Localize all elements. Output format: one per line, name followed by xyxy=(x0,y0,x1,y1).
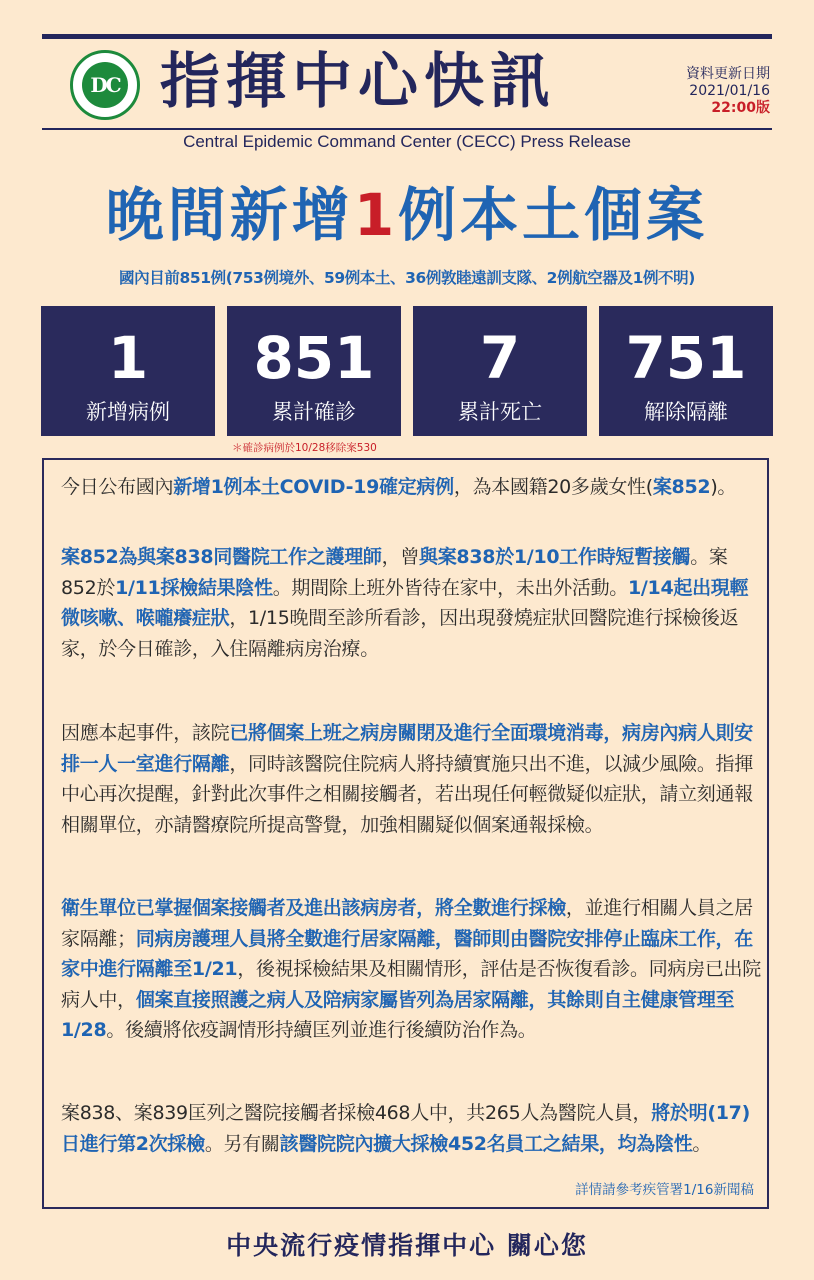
highlight-text: 1/14起出現輕微咳嗽、喉嚨癢症狀 xyxy=(61,576,749,629)
body-text: ，同時該醫院住院病人將持續實施只出不進，以減少風險。指揮中心再次提醒，針對此次事件之相關接觸者，若出現任何輕微疑似症狀，請立刻通報相關單位，亦請醫療院所提高警覺，加強相關疑似個案通報採檢。 xyxy=(61,752,753,836)
paragraph-3 xyxy=(61,718,761,840)
headline-number: 1 xyxy=(353,181,399,249)
highlight-text: 同病房護理人員將全數進行居家隔離，醫師則由醫院安排停止臨床工作，在家中進行隔離至1/21 xyxy=(61,927,753,980)
english-title: Central Epidemic Command Center (CECC) Press Release xyxy=(183,132,631,151)
body-text: 因應本起事件，該院 xyxy=(61,722,230,744)
update-info xyxy=(686,66,770,117)
update-label: 資料更新日期 xyxy=(686,66,770,82)
highlight-text: 已將個案上班之病房關閉及進行全面環境消毒，病房內病人則安排一人一室進行隔離 xyxy=(61,722,753,775)
header-divider xyxy=(42,128,772,130)
stats-row xyxy=(41,306,773,436)
body-text: 。另有關 xyxy=(204,1132,280,1155)
headline-prefix: 晚間新增 xyxy=(105,181,354,249)
stat-total-confirmed xyxy=(227,306,401,436)
stat-label: 新增病例 xyxy=(86,400,170,424)
stat-new-cases xyxy=(41,306,215,436)
highlight-text: 1/11採檢結果陰性 xyxy=(115,576,273,599)
highlight-text: 個案直接照護之病人及陪病家屬皆列為居家隔離，其餘則自主健康管理至1/28 xyxy=(61,988,735,1041)
body-text: 。 xyxy=(692,1132,712,1155)
stat-value: 1 xyxy=(107,324,149,392)
stat-released xyxy=(599,306,773,436)
body-text: 。案852於 xyxy=(61,546,728,599)
body-text: ，並進行相關人員之居家隔離； xyxy=(61,897,753,950)
footnote: ＊確診病例於10/28移除案530 xyxy=(232,442,377,454)
body-text: ，1/15晚間至診所看診，因出現發燒症狀回醫院進行採檢後返家，於今日確診，入住隔離病房治療。 xyxy=(61,607,739,660)
body-text: ，曾 xyxy=(381,546,420,568)
paragraph-2 xyxy=(61,542,761,664)
bottom-slogan: 中央流行疫情指揮中心 關心您 xyxy=(226,1231,588,1260)
cdc-logo xyxy=(70,50,140,120)
headline xyxy=(40,172,774,258)
highlight-text: 衛生單位已掌握個案接觸者及進出該病房者，將全數進行採檢 xyxy=(61,897,566,919)
highlight-text: 新增1例本土COVID-19確定病例 xyxy=(173,476,454,498)
paragraph-1 xyxy=(61,472,761,503)
body-text: 。期間除上班外皆待在家中，未出外活動。 xyxy=(272,576,628,599)
detail-note: 詳情請參考疾管署1/16新聞稿 xyxy=(575,1182,754,1198)
headline-suffix: 例本土個案 xyxy=(398,181,709,249)
paragraph-4 xyxy=(61,893,761,1046)
page-title: 指揮中心快訊 xyxy=(160,47,556,117)
update-time: 22:00版 xyxy=(711,100,770,116)
stat-label: 解除隔離 xyxy=(644,400,728,424)
body-text: )。 xyxy=(710,476,737,498)
body-text: ，後視採檢結果及相關情形，評估是否恢復看診。同病房已出院病人中， xyxy=(61,958,761,1011)
body-text: 案838、案839匡列之醫院接觸者採檢468人中，共265人為醫院人員， xyxy=(61,1102,652,1124)
stat-label: 累計死亡 xyxy=(458,400,542,424)
case-summary: 國內目前851例(753例境外、59例本土、36例敦睦遠訓支隊、2例航空器及1例不明) xyxy=(119,269,695,287)
body-text: 。後續將依疫調情形持續匡列並進行後續防治作為。 xyxy=(106,1019,537,1041)
stat-value: 851 xyxy=(253,324,375,392)
body-text: 今日公布國內 xyxy=(61,476,174,498)
stat-value: 751 xyxy=(625,324,747,392)
body-text: ，為本國籍20多歲女性( xyxy=(453,476,653,498)
highlight-text: 案852 xyxy=(652,476,711,498)
highlight-text: 將於明(17)日進行第2次採檢 xyxy=(61,1102,750,1155)
highlight-text: 與案838於1/10工作時短暫接觸 xyxy=(419,546,691,568)
highlight-text: 該醫院院內擴大採檢452名員工之結果，均為陰性 xyxy=(279,1132,693,1155)
logo-icon xyxy=(82,62,128,108)
update-date: 2021/01/16 xyxy=(689,83,770,99)
stat-value: 7 xyxy=(479,324,521,392)
paragraph-5 xyxy=(61,1098,761,1159)
stat-label: 累計確診 xyxy=(272,400,356,424)
highlight-text: 案852為與案838同醫院工作之護理師 xyxy=(61,546,382,568)
logo-mark: DC xyxy=(90,73,120,97)
stat-total-deaths xyxy=(413,306,587,436)
